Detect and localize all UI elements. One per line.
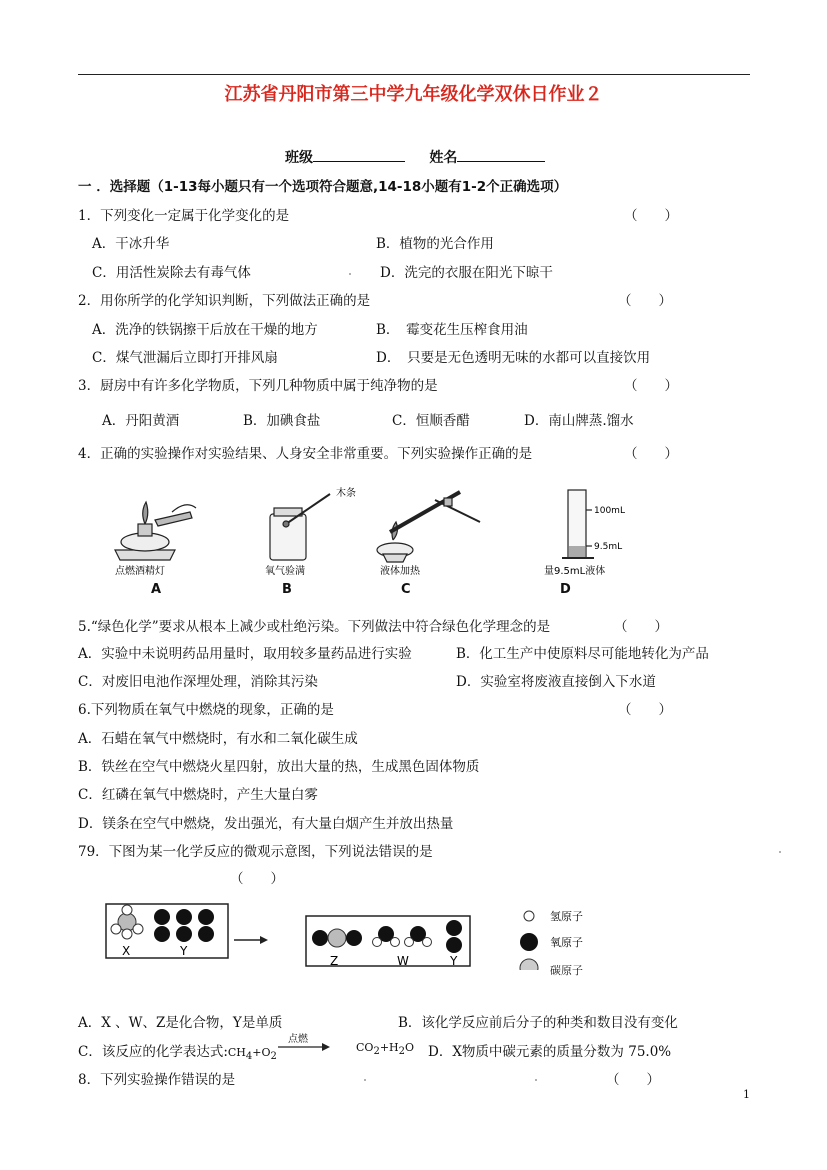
q5-option-d: D．实验室将废液直接倒入下水道 <box>456 674 656 690</box>
reaction-arrow-icon <box>234 936 268 944</box>
q6-option-d: D．镁条在空气中燃烧，发出强光，有大量白烟产生并放出热量 <box>78 816 454 832</box>
q1-option-c: C．用活性炭除去有毒气体 <box>92 265 251 281</box>
molecule-y-leftover <box>446 920 462 953</box>
q7-answer-paren: （ ） <box>230 871 284 887</box>
q7-option-d: D．X物质中碳元素的质量分数为 75.0% <box>428 1044 672 1060</box>
legend-oxygen: 氧原子 <box>550 936 583 949</box>
label-x: X <box>122 944 131 958</box>
q5-option-a: A．实验中未说明药品用量时，取用较多量药品进行实验 <box>78 646 412 662</box>
hydrogen-atom-icon <box>524 911 534 921</box>
fig-stick-label: 木条 <box>336 488 356 499</box>
label-z: Z <box>330 954 339 968</box>
q7-reaction-diagram <box>100 898 600 970</box>
stray-dot <box>349 273 351 275</box>
q1-option-b: B．植物的光合作用 <box>376 236 494 252</box>
equation-arrow-icon <box>278 1042 330 1052</box>
q6-option-a: A．石蜡在氧气中燃烧时，有水和二氧化碳生成 <box>78 731 358 747</box>
fig-letter-d: D <box>560 582 571 597</box>
q5-answer-paren: （ ） <box>614 619 668 635</box>
q3-option-d: D．南山牌蒸.馏水 <box>524 413 634 429</box>
q4-stem: 4．正确的实验操作对实验结果、人身安全非常重要。下列实验操作正确的是 <box>78 446 533 462</box>
molecule-w-group <box>373 926 432 947</box>
class-label: 班级 <box>285 150 313 166</box>
q1-answer-paren: （ ） <box>624 208 678 224</box>
carbon-atom-icon <box>520 959 538 970</box>
section-heading: 一 ．选择题（1-13每小题只有一个选项符合题意,14-18小题有1-2个正确选项） <box>78 179 568 195</box>
q2-option-b: B． 霉变花生压榨食用油 <box>376 322 528 338</box>
label-w: W <box>397 954 409 968</box>
fig-caption-c: 液体加热 <box>380 566 420 577</box>
q6-answer-paren: （ ） <box>618 702 672 718</box>
q2-option-a: A．洗净的铁锅擦干后放在干燥的地方 <box>92 322 318 338</box>
fig-caption-a: 点燃酒精灯 <box>115 566 165 577</box>
q6-option-b: B．铁丝在空气中燃烧火星四射，放出大量的热，生成黑色固体物质 <box>78 759 480 775</box>
q2-option-d: D． 只要是无色透明无味的水都可以直接饮用 <box>376 350 651 366</box>
class-blank[interactable] <box>313 147 405 162</box>
legend-hydrogen: 氢原子 <box>550 910 583 923</box>
q7-equation-products: CO2+H2O <box>356 1041 415 1058</box>
q8-stem: 8．下列实验操作错误的是 <box>78 1072 236 1088</box>
q3-stem: 3．厨房中有许多化学物质，下列几种物质中属于纯净物的是 <box>78 378 438 394</box>
fig-100ml-label: 100mL <box>594 506 625 516</box>
q6-option-c: C．红磷在氧气中燃烧时，产生大量白雾 <box>78 787 318 803</box>
q8-answer-paren: （ ） <box>606 1072 660 1088</box>
q2-stem: 2．用你所学的化学知识判断，下列做法正确的是 <box>78 293 371 309</box>
gas-bottle-icon <box>270 494 330 560</box>
q3-option-c: C．恒顺香醋 <box>392 413 470 429</box>
q4-lab-figures <box>100 482 660 580</box>
fig-letter-b: B <box>282 582 292 597</box>
fig-95ml-label: 9.5mL <box>594 542 623 552</box>
q1-option-d: D．洗完的衣服在阳光下晾干 <box>380 265 553 281</box>
q5-option-b: B．化工生产中使原料尽可能地转化为产品 <box>456 646 709 662</box>
fig-caption-b: 氧气验满 <box>265 566 305 577</box>
q7-equation-reactants: CH4+O2 <box>227 1046 277 1063</box>
q3-option-b: B．加碘食盐 <box>243 413 321 429</box>
fig-letter-c: C <box>401 582 411 597</box>
molecule-z <box>312 929 362 947</box>
q7-option-a: A．X 、W、Z是化合物，Y是单质 <box>78 1015 283 1031</box>
fig-letter-a: A <box>151 582 162 597</box>
q2-option-c: C．煤气泄漏后立即打开排风扇 <box>92 350 278 366</box>
fig-caption-d: 量9.5mL液体 <box>544 566 606 577</box>
q5-stem: 5.“绿色化学”要求从根本上减少或杜绝污染。下列做法中符合绿色化学理念的是 <box>78 619 551 635</box>
measuring-cylinder-icon <box>562 490 594 558</box>
alcohol-lamp-icon <box>115 502 196 560</box>
label-y-product: Y <box>450 954 458 968</box>
molecule-x <box>111 905 143 939</box>
q7-option-c <box>78 1040 277 1062</box>
q3-option-a: A．丹阳黄酒 <box>102 413 180 429</box>
page-number: 1 <box>743 1088 750 1101</box>
q1-option-a: A．干冰升华 <box>92 236 170 252</box>
name-label: 姓名 <box>429 150 458 166</box>
q7-stem: 79．下图为某一化学反应的微观示意图，下列说法错误的是 <box>78 844 433 860</box>
header-rule <box>78 74 750 75</box>
molecule-y-group <box>154 909 214 942</box>
oxygen-atom-icon <box>520 933 538 951</box>
legend-carbon: 碳原子 <box>550 964 583 977</box>
name-blank[interactable] <box>457 147 545 162</box>
class-name-line <box>285 147 545 167</box>
q5-option-c: C．对废旧电池作深埋处理，消除其污染 <box>78 674 318 690</box>
q7-arrow-label: 点燃 <box>288 1034 308 1045</box>
page-title: 江苏省丹阳市第三中学九年级化学双休日作业２ <box>224 84 603 105</box>
q2-answer-paren: （ ） <box>618 293 672 309</box>
q1-stem: 1．下列变化一定属于化学变化的是 <box>78 208 290 224</box>
stray-dot <box>779 851 781 853</box>
q7-option-b: B．该化学反应前后分子的种类和数目没有变化 <box>398 1015 678 1031</box>
q7-option-c-prefix: C．该反应的化学表达式: <box>78 1044 228 1060</box>
q6-stem: 6.下列物质在氧气中燃烧的现象，正确的是 <box>78 702 334 718</box>
atom-legend <box>520 911 538 970</box>
stray-dot <box>364 1079 366 1081</box>
test-tube-heating-icon <box>377 492 480 562</box>
label-y: Y <box>180 944 188 958</box>
q4-answer-paren: （ ） <box>624 446 678 462</box>
stray-dot <box>535 1079 537 1081</box>
q3-answer-paren: （ ） <box>624 378 678 394</box>
